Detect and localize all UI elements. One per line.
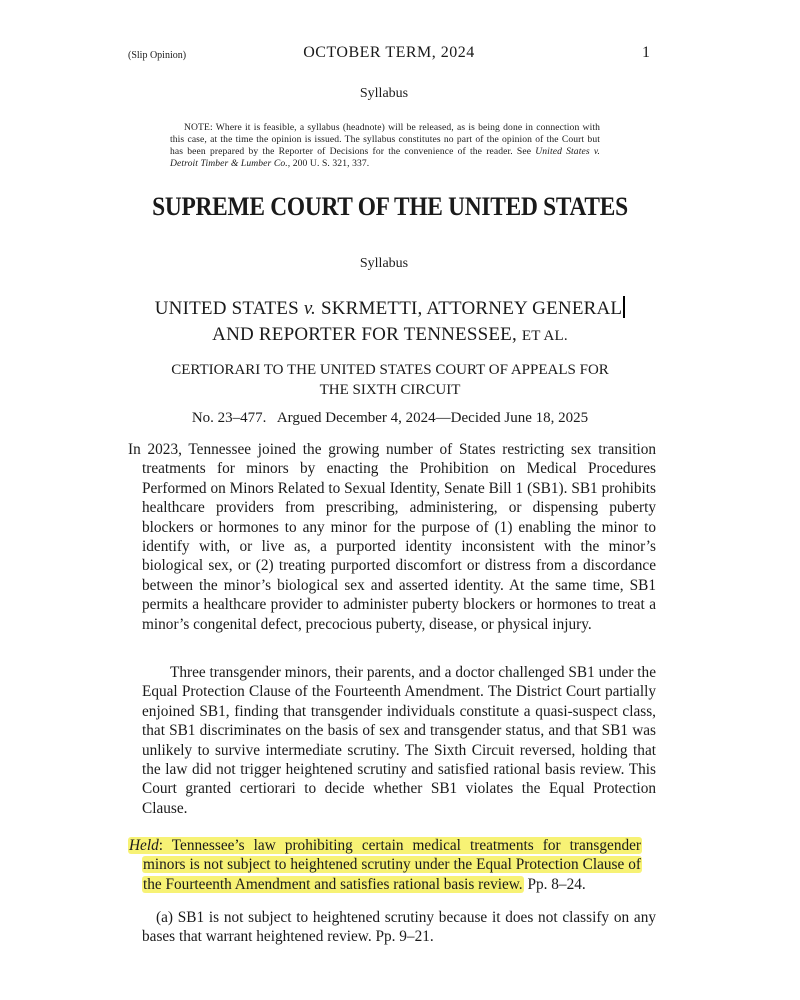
court-name: SUPREME COURT OF THE UNITED STATES [152,192,628,221]
page-number: 1 [642,44,650,61]
note-citation-tail: 200 U. S. 321, 337. [290,158,370,169]
caption-party-a: UNITED STATES [154,298,304,319]
note-citation: United States v. Detroit Timber & Lumber Co., [170,146,600,169]
case-caption [110,296,670,349]
reporter-note [170,122,600,170]
certiorari-heading [110,360,670,400]
caption-line2: AND REPORTER FOR TENNESSEE, [212,324,522,345]
syllabus-paragraph-2 [128,663,656,818]
held-text: : Tennessee’s law prohibiting certain medical treatments for transgender minors is not subject to heightened scrutiny under the Equal Protection Clause of the Fourteenth Amendment and satisfies rational basis review. [143,837,641,893]
note-text: NOTE: Where it is feasible, a syllabus (headnote) will be released, as is being done in connection with this case, at the time the opinion is issued. The syllabus constitutes no part of the opinion of the Court but has been prepared by the Reporter of Decisions for the convenience of the reader. See [170,122,600,157]
syllabus-heading-top: Syllabus [359,86,409,101]
held-label: Held [129,837,159,854]
certiorari-line1: CERTIORARI TO THE UNITED STATES COURT OF APPEALS FOR [171,362,609,378]
slip-opinion-label: (Slip Opinion) [128,50,187,61]
held-pages: Pp. 8–24. [523,875,586,893]
docket-line: No. 23–477. Argued December 4, 2024—Decided June 18, 2025 [191,410,589,426]
paragraph-2-text: Three transgender minors, their parents, and a doctor challenged SB1 under the Equal Protection Clause of the Fourteenth Amendment. The District Court partially enjoined SB1, finding that transgender individuals constitute a quasi-suspect class, that SB1 discriminates on the basis of sex and transgender status, and that SB1 was unlikely to survive intermediate scrutiny. The Sixth Circuit reversed, holding that the law did not trigger heightened scrutiny and satisfied rational basis review. This Court granted certiorari to decide whether SB1 violates the Equal Protection Clause. [142,664,656,817]
syllabus-heading: Syllabus [359,256,409,271]
certiorari-line2: THE SIXTH CIRCUIT [319,382,461,398]
term-heading: OCTOBER TERM, 2024 [303,44,475,61]
held-paragraph [128,836,642,894]
text-cursor [623,296,625,318]
running-header [128,44,650,68]
caption-party-b: SKRMETTI, ATTORNEY GENERAL [316,298,623,319]
caption-versus: v. [303,298,316,319]
caption-et-al: ET AL. [521,328,568,344]
syllabus-paragraph-a: (a) SB1 is not subject to heightened scrutiny because it does not classify on any bases that warrant heightened review. Pp. 9–21. [142,909,656,946]
syllabus-paragraph-1: In 2023, Tennessee joined the growing number of States restricting sex transition treatments for minors by enacting the Prohibition on Medical Procedures Performed on Minors Related to Sexual Identity, Senate Bill 1 (SB1). SB1 prohibits healthcare providers from prescribing, administering, or dispensing puberty blockers or hormones to any minor for the purpose of (1) enabling the minor to identify with, or live as, a purported identity inconsistent with the minor’s biological sex, or (2) treating purported discomfort or distress from a discordance between the minor’s biological sex and asserted identity. At the same time, SB1 permits a healthcare provider to administer puberty blockers or hormones to treat a minor’s congenital defect, precocious puberty, disease, or physical injury. [128,441,656,633]
